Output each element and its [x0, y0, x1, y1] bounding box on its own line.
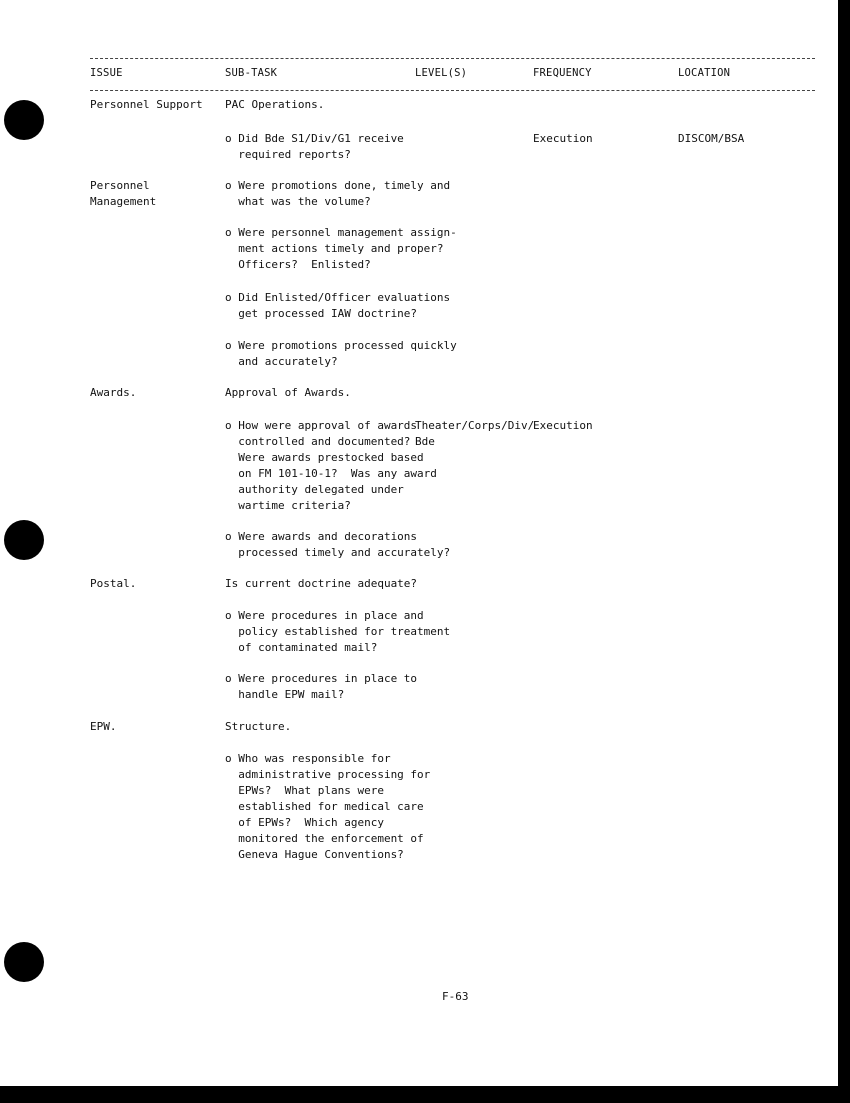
scan-edge-right — [838, 0, 850, 1103]
subtask-promotions-accuracy: o Were promotions processed quickly and accurately? — [225, 339, 457, 368]
binder-hole-middle — [4, 520, 44, 560]
issue-personnel-support: Personnel Support — [90, 98, 203, 111]
subtask-promotions-volume: o Were promotions done, timely and what was the volume? — [225, 179, 451, 208]
header-levels: LEVEL(S) — [415, 67, 468, 79]
subtask-doctrine-adequate: Is current doctrine adequate? — [225, 577, 418, 590]
issue-postal: Postal. — [90, 577, 137, 590]
subtask-required-reports: o Did Bde S1/Div/G1 receive required reports? — [225, 132, 404, 161]
subtask-epw-mail: o Were procedures in place to handle EPW mail? — [225, 672, 418, 701]
header-sub-task: SUB-TASK — [225, 67, 278, 79]
header-frequency: FREQUENCY — [533, 67, 592, 79]
subtask-structure: Structure. — [225, 720, 292, 733]
header-top-rule — [90, 58, 815, 59]
frequency-required-reports: Execution — [533, 132, 593, 145]
issue-epw: EPW. — [90, 720, 117, 733]
subtask-contaminated-mail: o Were procedures in place and policy established for treatment of contaminated mail? — [225, 609, 451, 654]
binder-hole-top — [4, 100, 44, 140]
subtask-approval-of-awards: Approval of Awards. — [225, 386, 351, 399]
page-number: F-63 — [442, 990, 469, 1003]
header-location: LOCATION — [678, 67, 731, 79]
header-issue: ISSUE — [90, 67, 123, 79]
issue-personnel-management: Personnel Management — [90, 179, 157, 208]
frequency-awards-control: Execution — [533, 419, 593, 432]
scan-edge-bottom — [0, 1086, 850, 1103]
subtask-assignment-actions: o Were personnel management assign- ment actions timely and proper? Officers? Enlisted? — [225, 226, 457, 271]
subtask-awards-decorations: o Were awards and decorations processed timely and accurately? — [225, 530, 451, 559]
subtask-pac-operations: PAC Operations. — [225, 98, 325, 111]
subtask-awards-control: o How were approval of awards controlled and documented? Were awards prestocked based on FM 101-10-1? Was any award authority delegated under wartime criteria? — [225, 419, 437, 512]
subtask-epw-processing: o Who was responsible for administrative processing for EPWs? What plans were established for medical care of EPWs? Which agency monitored the enforcement of Geneva Hague Conventions? — [225, 752, 431, 861]
location-required-reports: DISCOM/BSA — [678, 132, 745, 145]
subtask-evaluations: o Did Enlisted/Officer evaluations get processed IAW doctrine? — [225, 291, 451, 320]
issue-awards: Awards. — [90, 386, 137, 399]
levels-awards-control: Theater/Corps/Div/ Bde — [415, 419, 535, 448]
binder-hole-bottom — [4, 942, 44, 982]
header-bottom-rule — [90, 90, 815, 91]
